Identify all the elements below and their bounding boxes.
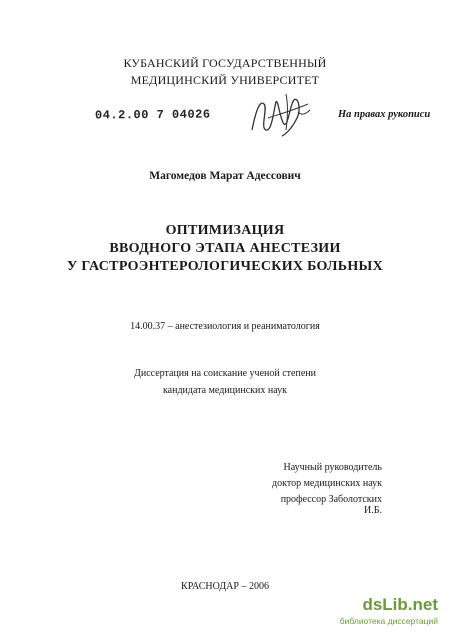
watermark-subtitle: библиотека диссертаций [339, 616, 438, 626]
handwritten-signature [246, 90, 316, 142]
supervisor-line1: Научный руководитель [283, 462, 382, 473]
registration-stamp: 04.2.00 7 04026 [94, 107, 211, 123]
specialty-code: 14.00.37 – анестезиология и реаниматология [130, 321, 320, 332]
supervisor-line2: доктор медицинских наук [272, 478, 382, 489]
author-name: Магомедов Марат Адессович [149, 170, 301, 182]
university-name-line1: КУБАНСКИЙ ГОСУДАРСТВЕННЫЙ [123, 56, 327, 70]
supervisor-line3: профессор Заболотских И.Б. [280, 494, 382, 516]
title-line2: ВВОДНОГО ЭТАПА АНЕСТЕЗИИ [109, 241, 341, 256]
watermark-logo: dsLib.net [362, 595, 438, 614]
dissertation-line2: кандидата медицинских наук [162, 385, 288, 396]
dslib-watermark [333, 595, 438, 627]
city-year: КРАСНОДАР – 2006 [181, 581, 269, 592]
title-line3: У ГАСТРОЭНТЕРОЛОГИЧЕСКИХ БОЛЬНЫХ [67, 259, 383, 274]
title-line1: ОПТИМИЗАЦИЯ [165, 223, 285, 238]
university-name-line2: МЕДИЦИНСКИЙ УНИВЕРСИТЕТ [130, 73, 320, 87]
dissertation-line1: Диссертация на соискание ученой степени [134, 368, 316, 379]
manuscript-rights-note: На правах рукописи [338, 109, 431, 120]
